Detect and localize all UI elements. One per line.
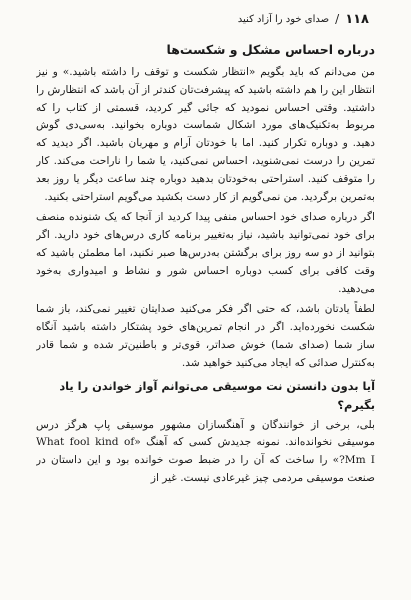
paragraph: بلی، برخی از خوانندگان و آهنگسازان مشهور موسیقی پاپ هرگز درس موسیقی نخوانده‌اند. نمونه جدیدش کسی که آهنگ «What fool kind of Mm I?» را ساخت که آن را در ضبط صوت خوانده بود و این داستان در صنعت موسیقی مردمی چیز غیرعادی نیست. غیر از [36, 418, 375, 484]
paragraph: لطفاً یادتان باشد، که حتی اگر فکر می‌کنید صدایتان تغییر نمی‌کند، باز شما شکست نخورده‌اید. اگر در انجام تمرین‌های خود پشتکار داشته باشید آنگاه ساز شما (صدای شما) خوش صداتر، قوی‌تر و باطنین‌تر شده و شما قادر به‌کنترل صدائی که ایجاد می‌کنید خواهید شد. [36, 303, 375, 369]
running-book-title: صدای خود را آزاد کنید [237, 13, 330, 25]
page-number: ۱۱۸ [345, 11, 369, 27]
header-separator: / [335, 12, 340, 26]
paragraph: اگر درباره صدای خود احساس منفی پیدا کردید از آنجا که یک شنونده منصف برای خود نمی‌توانید باشید، نیاز به‌تغییر برنامه کاری درس‌های خود دارید. اگر بتوانید از دو سه روز برای برگشتن به‌درس‌ها صبر نکنید، اما مطمئن باشید که وقت کافی برای کسب دوباره احساس شور و نشاط و امیدواری به‌خود می‌دهید. [36, 211, 375, 295]
page-content [36, 40, 375, 594]
paragraph: من می‌دانم که باید بگویم «انتظار شکست و توقف را داشته باشید.» و نیز انتظار این را هم داشته باشید که پیشرفت‌تان کندتر از آن باشد که انتظارش را داشتید. وقتی احساس نمودید که جائی گیر کردید، قسمتی از کتاب را که مربوط به‌تکنیک‌های مورد اشکال شماست دوباره بخوانید. به‌سی‌دی گوش دهید. و دوباره تکرار کنید. اما با خودتان آرام و مهربان باشید. اگر دیدید که تمرین را درست نمی‌شنوید، احساس نمی‌کنید، یا شما را ناراحت می‌کند. کار را متوقف کنید. استراحتی به‌خودتان بدهید دوباره چند ساعت دیگر یا روز بعد به‌تمرین برگردید. من نمی‌گویم از کار دست بکشید می‌گویم استراحتی بکنید. [36, 66, 375, 203]
question-heading: آیا بدون دانستن نت موسیقی می‌توانم آواز خواندن را یاد بگیرم؟ [59, 378, 375, 412]
section-title: درباره احساس مشکل و شکست‌ها [166, 42, 375, 57]
running-header [42, 9, 369, 29]
